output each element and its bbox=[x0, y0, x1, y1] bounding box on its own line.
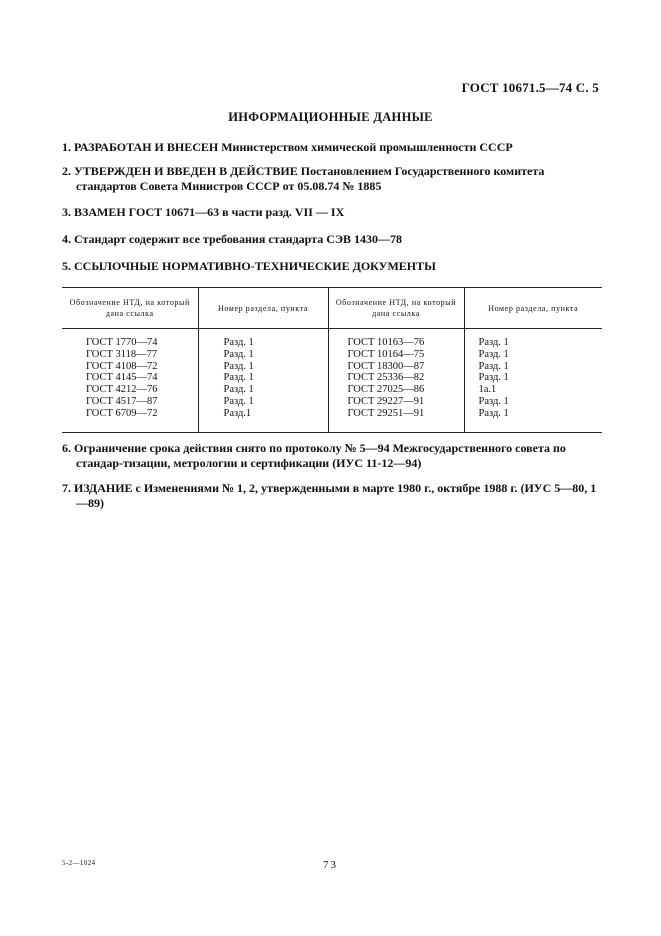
item-number: 2. bbox=[62, 164, 71, 178]
table-cell: ГОСТ 1770—74 bbox=[62, 337, 198, 349]
table-cell: ГОСТ 4108—72 bbox=[62, 361, 198, 373]
table-cell: ГОСТ 4212—76 bbox=[62, 384, 198, 396]
table-cell: Разд. 1 bbox=[198, 372, 328, 384]
table-cell: ГОСТ 4145—74 bbox=[62, 372, 198, 384]
table-cell: ГОСТ 10164—75 bbox=[328, 349, 464, 361]
table-row bbox=[62, 408, 602, 432]
item-text: Постановлением Государственного комитета стандартов Совета Министров СССР от 05.08.74 № 1885 bbox=[76, 164, 545, 193]
table-cell: ГОСТ 3118—77 bbox=[62, 349, 198, 361]
item-number: 5. bbox=[62, 259, 71, 273]
info-item-1 bbox=[62, 140, 602, 155]
item-lead: РАЗРАБОТАН И ВНЕСЕН bbox=[74, 140, 219, 154]
table-cell: Разд. 1 bbox=[478, 360, 509, 372]
table-row bbox=[62, 396, 602, 408]
table-cell: Разд. 1 bbox=[198, 349, 328, 361]
table-cell: Разд. 1 bbox=[478, 372, 509, 384]
page-number: 73 bbox=[323, 859, 338, 871]
table-spacer bbox=[62, 329, 602, 338]
print-code: 5-2—1024 bbox=[62, 859, 96, 867]
info-item-3 bbox=[62, 205, 602, 220]
table-row bbox=[62, 361, 602, 373]
item-lead: ССЫЛОЧНЫЕ НОРМАТИВНО-ТЕХНИЧЕСКИЕ ДОКУМЕНТЫ bbox=[74, 259, 436, 273]
info-item-2 bbox=[62, 164, 602, 194]
section-title: ИНФОРМАЦИОННЫЕ ДАННЫЕ bbox=[228, 110, 433, 124]
table-cell: Разд. 1 bbox=[198, 396, 328, 408]
table-header-row bbox=[62, 288, 602, 329]
table-cell: Разд. 1 bbox=[198, 337, 328, 349]
item-text: Министерством химической промышленности СССР bbox=[218, 140, 513, 154]
table-cell: Разд.1 bbox=[198, 408, 328, 432]
table-row bbox=[62, 384, 602, 396]
item-lead: ВЗАМЕН ГОСТ 10671—63 в части разд. VII — IX bbox=[74, 205, 345, 219]
table-cell: Разд. 1 bbox=[478, 395, 509, 407]
item-lead: ИЗДАНИЕ с Изменениями № 1, 2, утвержденными в марте 1980 г., октябре 1988 г. (ИУС 5—80, 1—89) bbox=[74, 481, 597, 510]
item-number: 4. bbox=[62, 232, 71, 246]
info-item-6 bbox=[62, 441, 602, 471]
info-item-4 bbox=[62, 232, 602, 247]
table-row bbox=[62, 349, 602, 361]
table-cell: ГОСТ 27025—86 bbox=[328, 384, 464, 396]
table-cell: Разд. 1 bbox=[478, 407, 509, 419]
info-item-5 bbox=[62, 259, 602, 274]
table-cell: ГОСТ 29227—91 bbox=[328, 396, 464, 408]
column-header-section: Номер раздела, пункта bbox=[198, 288, 328, 329]
item-number: 7. bbox=[62, 481, 71, 495]
item-lead: УТВЕРЖДЕН И ВВЕДЕН В ДЕЙСТВИЕ bbox=[74, 164, 298, 178]
table-row bbox=[62, 337, 602, 349]
item-number: 1. bbox=[62, 140, 71, 154]
column-header-doc: Обозначение НТД, на который дана ссылка bbox=[62, 288, 198, 329]
info-item-7 bbox=[62, 481, 602, 511]
table-cell: ГОСТ 10163—76 bbox=[328, 337, 464, 349]
document-code-header: ГОСТ 10671.5—74 С. 5 bbox=[461, 80, 599, 95]
reference-documents-table bbox=[62, 287, 602, 433]
table-cell: ГОСТ 29251—91 bbox=[328, 408, 464, 432]
column-header-section: Номер раздела, пункта bbox=[464, 288, 602, 329]
column-header-doc: Обозначение НТД, на который дана ссылка bbox=[328, 288, 464, 329]
table-cell: ГОСТ 6709—72 bbox=[62, 408, 198, 432]
table-cell: 1а.1 bbox=[478, 384, 497, 396]
table-cell: ГОСТ 25336—82 bbox=[328, 372, 464, 384]
table-cell: ГОСТ 18300—87 bbox=[328, 361, 464, 373]
item-number: 6. bbox=[62, 441, 71, 455]
table-cell: Разд. 1 bbox=[478, 337, 509, 348]
item-number: 3. bbox=[62, 205, 71, 219]
table-cell: Разд. 1 bbox=[198, 384, 328, 396]
table-cell: ГОСТ 4517—87 bbox=[62, 396, 198, 408]
table-row bbox=[62, 372, 602, 384]
item-lead: Стандарт содержит все требования стандарта СЭВ 1430—78 bbox=[74, 232, 403, 246]
table-cell: Разд. 1 bbox=[198, 361, 328, 373]
table-cell: Разд. 1 bbox=[478, 348, 509, 360]
item-lead: Ограничение срока действия снято по протоколу № 5—94 Межгосударственного совета по стандар-тизации, метрологии и сертификации (ИУС 11-12—94) bbox=[74, 441, 566, 470]
